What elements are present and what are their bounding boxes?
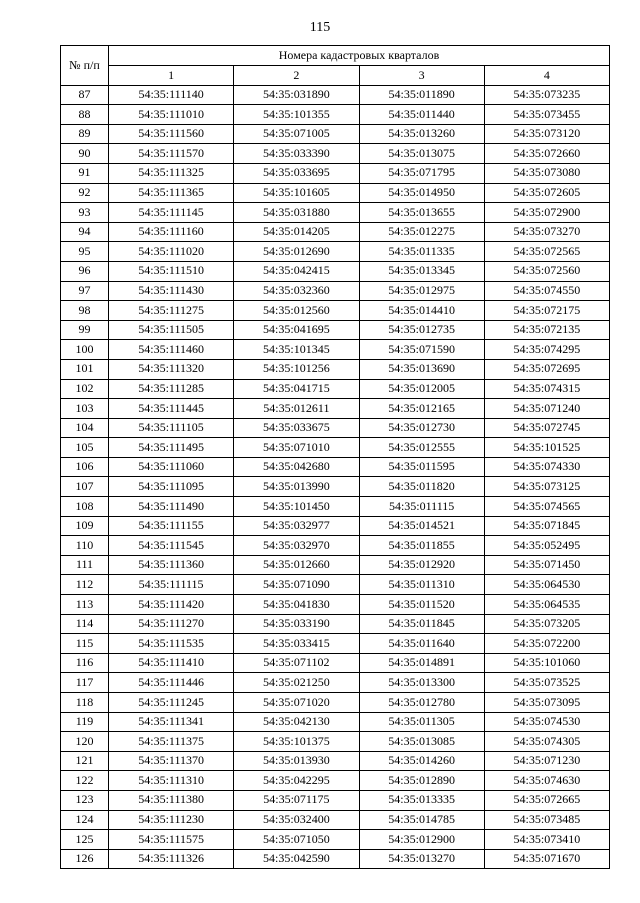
- table-row: [61, 693, 610, 713]
- row-number: 107: [61, 477, 109, 497]
- cadastral-number-cell: 54:35:041830: [234, 595, 359, 615]
- column-header-2: 2: [234, 66, 359, 86]
- cadastral-number-cell: 54:35:101256: [234, 359, 359, 379]
- table-row: [61, 536, 610, 556]
- table-row: [61, 340, 610, 360]
- cadastral-number-cell: 54:35:073095: [484, 693, 609, 713]
- cadastral-number-cell: 54:35:073080: [484, 163, 609, 183]
- cadastral-number-cell: 54:35:101345: [234, 340, 359, 360]
- cadastral-number-cell: 54:35:074330: [484, 457, 609, 477]
- cadastral-number-cell: 54:35:031880: [234, 203, 359, 223]
- cadastral-number-cell: 54:35:074295: [484, 340, 609, 360]
- cadastral-number-cell: 54:35:032360: [234, 281, 359, 301]
- cadastral-number-cell: 54:35:071090: [234, 575, 359, 595]
- row-number: 110: [61, 536, 109, 556]
- row-number: 91: [61, 163, 109, 183]
- cadastral-number-cell: 54:35:111410: [109, 653, 234, 673]
- cadastral-number-cell: 54:35:111325: [109, 163, 234, 183]
- table-row: [61, 810, 610, 830]
- row-number: 125: [61, 830, 109, 850]
- cadastral-number-cell: 54:35:033390: [234, 144, 359, 164]
- row-number: 108: [61, 497, 109, 517]
- cadastral-number-cell: 54:35:101060: [484, 653, 609, 673]
- cadastral-number-cell: 54:35:111535: [109, 634, 234, 654]
- row-number: 100: [61, 340, 109, 360]
- cadastral-number-cell: 54:35:064535: [484, 595, 609, 615]
- table-row: [61, 849, 610, 869]
- cadastral-number-cell: 54:35:013300: [359, 673, 484, 693]
- table-row: [61, 575, 610, 595]
- row-number: 103: [61, 399, 109, 419]
- cadastral-number-cell: 54:35:073485: [484, 810, 609, 830]
- cadastral-number-cell: 54:35:072665: [484, 790, 609, 810]
- cadastral-number-cell: 54:35:041695: [234, 320, 359, 340]
- cadastral-number-cell: 54:35:111230: [109, 810, 234, 830]
- table-row: [61, 281, 610, 301]
- table-row: [61, 673, 610, 693]
- cadastral-number-cell: 54:35:042295: [234, 771, 359, 791]
- cadastral-number-cell: 54:35:073455: [484, 105, 609, 125]
- cadastral-number-cell: 54:35:072200: [484, 634, 609, 654]
- cadastral-number-cell: 54:35:052495: [484, 536, 609, 556]
- cadastral-number-cell: 54:35:064530: [484, 575, 609, 595]
- cadastral-number-cell: 54:35:111320: [109, 359, 234, 379]
- cadastral-number-cell: 54:35:014260: [359, 751, 484, 771]
- cadastral-number-cell: 54:35:111060: [109, 457, 234, 477]
- row-number: 117: [61, 673, 109, 693]
- cadastral-number-cell: 54:35:111275: [109, 301, 234, 321]
- cadastral-number-cell: 54:35:071050: [234, 830, 359, 850]
- cadastral-number-cell: 54:35:042415: [234, 261, 359, 281]
- cadastral-number-cell: 54:35:073525: [484, 673, 609, 693]
- table-row: [61, 85, 610, 105]
- cadastral-number-cell: 54:35:111545: [109, 536, 234, 556]
- table-row: [61, 320, 610, 340]
- cadastral-number-cell: 54:35:111140: [109, 85, 234, 105]
- row-number: 104: [61, 418, 109, 438]
- group-column-header: Номера кадастровых кварталов: [109, 46, 610, 66]
- row-number: 112: [61, 575, 109, 595]
- cadastral-number-cell: 54:35:012890: [359, 771, 484, 791]
- cadastral-number-cell: 54:35:011305: [359, 712, 484, 732]
- table-row: [61, 301, 610, 321]
- table-row: [61, 555, 610, 575]
- cadastral-number-cell: 54:35:071005: [234, 124, 359, 144]
- cadastral-number-cell: 54:35:032400: [234, 810, 359, 830]
- cadastral-number-cell: 54:35:071240: [484, 399, 609, 419]
- cadastral-number-cell: 54:35:014205: [234, 222, 359, 242]
- cadastral-number-cell: 54:35:011310: [359, 575, 484, 595]
- cadastral-number-cell: 54:35:072135: [484, 320, 609, 340]
- cadastral-number-cell: 54:35:012005: [359, 379, 484, 399]
- cadastral-number-cell: 54:35:072175: [484, 301, 609, 321]
- cadastral-number-cell: 54:35:012900: [359, 830, 484, 850]
- cadastral-number-cell: 54:35:111380: [109, 790, 234, 810]
- table-row: [61, 242, 610, 262]
- cadastral-number-cell: 54:35:111510: [109, 261, 234, 281]
- cadastral-number-cell: 54:35:111490: [109, 497, 234, 517]
- cadastral-number-cell: 54:35:012730: [359, 418, 484, 438]
- cadastral-number-cell: 54:35:073410: [484, 830, 609, 850]
- cadastral-number-cell: 54:35:014410: [359, 301, 484, 321]
- table-row: [61, 595, 610, 615]
- table-row: [61, 614, 610, 634]
- column-header-3: 3: [359, 66, 484, 86]
- table-row: [61, 732, 610, 752]
- row-number: 102: [61, 379, 109, 399]
- cadastral-number-cell: 54:35:013930: [234, 751, 359, 771]
- table-row: [61, 399, 610, 419]
- cadastral-number-cell: 54:35:072745: [484, 418, 609, 438]
- cadastral-number-cell: 54:35:071845: [484, 516, 609, 536]
- table-row: [61, 634, 610, 654]
- cadastral-number-cell: 54:35:012611: [234, 399, 359, 419]
- table-row: [61, 359, 610, 379]
- row-number: 122: [61, 771, 109, 791]
- row-number: 118: [61, 693, 109, 713]
- cadastral-number-cell: 54:35:111270: [109, 614, 234, 634]
- cadastral-number-cell: 54:35:012735: [359, 320, 484, 340]
- row-number: 126: [61, 849, 109, 869]
- cadastral-number-cell: 54:35:011640: [359, 634, 484, 654]
- cadastral-number-cell: 54:35:014521: [359, 516, 484, 536]
- cadastral-number-cell: 54:35:012660: [234, 555, 359, 575]
- row-number: 115: [61, 634, 109, 654]
- row-number: 113: [61, 595, 109, 615]
- cadastral-number-cell: 54:35:032970: [234, 536, 359, 556]
- cadastral-number-cell: 54:35:042130: [234, 712, 359, 732]
- cadastral-number-cell: 54:35:111155: [109, 516, 234, 536]
- row-number: 95: [61, 242, 109, 262]
- cadastral-number-cell: 54:35:111446: [109, 673, 234, 693]
- cadastral-number-cell: 54:35:013345: [359, 261, 484, 281]
- cadastral-number-cell: 54:35:012165: [359, 399, 484, 419]
- table-row: [61, 261, 610, 281]
- cadastral-number-cell: 54:35:011595: [359, 457, 484, 477]
- row-number: 87: [61, 85, 109, 105]
- cadastral-number-cell: 54:35:072565: [484, 242, 609, 262]
- row-number: 90: [61, 144, 109, 164]
- cadastral-number-cell: 54:35:013270: [359, 849, 484, 869]
- table-row: [61, 124, 610, 144]
- row-number: 111: [61, 555, 109, 575]
- row-number: 120: [61, 732, 109, 752]
- cadastral-number-cell: 54:35:033675: [234, 418, 359, 438]
- cadastral-number-cell: 54:35:011890: [359, 85, 484, 105]
- cadastral-number-cell: 54:35:011820: [359, 477, 484, 497]
- cadastral-number-cell: 54:35:111495: [109, 438, 234, 458]
- cadastral-number-cell: 54:35:041715: [234, 379, 359, 399]
- cadastral-number-cell: 54:35:071175: [234, 790, 359, 810]
- cadastral-number-cell: 54:35:071020: [234, 693, 359, 713]
- cadastral-number-cell: 54:35:011520: [359, 595, 484, 615]
- table-row: [61, 183, 610, 203]
- table-row: [61, 457, 610, 477]
- cadastral-number-cell: 54:35:072605: [484, 183, 609, 203]
- cadastral-number-cell: 54:35:111575: [109, 830, 234, 850]
- cadastral-number-cell: 54:35:073205: [484, 614, 609, 634]
- cadastral-number-cell: 54:35:071102: [234, 653, 359, 673]
- cadastral-number-cell: 54:35:111460: [109, 340, 234, 360]
- row-number: 119: [61, 712, 109, 732]
- cadastral-number-cell: 54:35:012560: [234, 301, 359, 321]
- row-number: 121: [61, 751, 109, 771]
- cadastral-number-cell: 54:35:074305: [484, 732, 609, 752]
- row-number: 109: [61, 516, 109, 536]
- cadastral-number-cell: 54:35:073125: [484, 477, 609, 497]
- cadastral-number-cell: 54:35:111360: [109, 555, 234, 575]
- cadastral-number-cell: 54:35:111245: [109, 693, 234, 713]
- row-number: 98: [61, 301, 109, 321]
- cadastral-number-cell: 54:35:042590: [234, 849, 359, 869]
- cadastral-number-cell: 54:35:012920: [359, 555, 484, 575]
- cadastral-number-cell: 54:35:072560: [484, 261, 609, 281]
- cadastral-number-cell: 54:35:013690: [359, 359, 484, 379]
- table-row: [61, 144, 610, 164]
- cadastral-number-cell: 54:35:111430: [109, 281, 234, 301]
- row-number: 96: [61, 261, 109, 281]
- cadastral-number-cell: 54:35:012780: [359, 693, 484, 713]
- table-row: [61, 379, 610, 399]
- cadastral-number-cell: 54:35:101375: [234, 732, 359, 752]
- table-row: [61, 516, 610, 536]
- cadastral-number-cell: 54:35:111310: [109, 771, 234, 791]
- row-number: 123: [61, 790, 109, 810]
- table-row: [61, 751, 610, 771]
- cadastral-number-cell: 54:35:012275: [359, 222, 484, 242]
- cadastral-number-cell: 54:35:014950: [359, 183, 484, 203]
- cadastral-number-cell: 54:35:111160: [109, 222, 234, 242]
- row-number: 101: [61, 359, 109, 379]
- row-number: 88: [61, 105, 109, 125]
- column-header-1: 1: [109, 66, 234, 86]
- cadastral-number-cell: 54:35:072695: [484, 359, 609, 379]
- cadastral-number-cell: 54:35:074630: [484, 771, 609, 791]
- cadastral-number-cell: 54:35:073235: [484, 85, 609, 105]
- table-row: [61, 438, 610, 458]
- cadastral-number-cell: 54:35:074315: [484, 379, 609, 399]
- cadastral-number-cell: 54:35:013085: [359, 732, 484, 752]
- cadastral-number-cell: 54:35:033695: [234, 163, 359, 183]
- cadastral-number-cell: 54:35:111105: [109, 418, 234, 438]
- cadastral-number-cell: 54:35:101605: [234, 183, 359, 203]
- cadastral-number-cell: 54:35:111370: [109, 751, 234, 771]
- row-number: 89: [61, 124, 109, 144]
- row-number: 124: [61, 810, 109, 830]
- cadastral-number-cell: 54:35:071590: [359, 340, 484, 360]
- table-row: [61, 222, 610, 242]
- cadastral-number-cell: 54:35:042680: [234, 457, 359, 477]
- cadastral-number-cell: 54:35:074530: [484, 712, 609, 732]
- row-number: 114: [61, 614, 109, 634]
- cadastral-number-cell: 54:35:074550: [484, 281, 609, 301]
- table-row: [61, 105, 610, 125]
- cadastral-number-cell: 54:35:111285: [109, 379, 234, 399]
- cadastral-number-cell: 54:35:071795: [359, 163, 484, 183]
- cadastral-number-cell: 54:35:014891: [359, 653, 484, 673]
- cadastral-number-cell: 54:35:101355: [234, 105, 359, 125]
- cadastral-number-cell: 54:35:111341: [109, 712, 234, 732]
- cadastral-number-cell: 54:35:071450: [484, 555, 609, 575]
- table-row: [61, 712, 610, 732]
- table-body: [61, 85, 610, 869]
- table-row: [61, 497, 610, 517]
- row-number: 93: [61, 203, 109, 223]
- cadastral-number-cell: 54:35:014785: [359, 810, 484, 830]
- cadastral-number-cell: 54:35:111420: [109, 595, 234, 615]
- cadastral-number-cell: 54:35:032977: [234, 516, 359, 536]
- table-header: [61, 46, 610, 86]
- cadastral-table: [60, 45, 610, 869]
- cadastral-number-cell: 54:35:013655: [359, 203, 484, 223]
- cadastral-number-cell: 54:35:072660: [484, 144, 609, 164]
- table-row: [61, 203, 610, 223]
- table-row: [61, 653, 610, 673]
- num-column-header: № п/п: [61, 46, 109, 86]
- cadastral-number-cell: 54:35:111115: [109, 575, 234, 595]
- row-number: 99: [61, 320, 109, 340]
- cadastral-number-cell: 54:35:012690: [234, 242, 359, 262]
- cadastral-number-cell: 54:35:111010: [109, 105, 234, 125]
- cadastral-number-cell: 54:35:074565: [484, 497, 609, 517]
- table-row: [61, 418, 610, 438]
- cadastral-number-cell: 54:35:111095: [109, 477, 234, 497]
- cadastral-number-cell: 54:35:101450: [234, 497, 359, 517]
- row-number: 116: [61, 653, 109, 673]
- cadastral-number-cell: 54:35:111145: [109, 203, 234, 223]
- cadastral-number-cell: 54:35:011335: [359, 242, 484, 262]
- row-number: 94: [61, 222, 109, 242]
- cadastral-number-cell: 54:35:011440: [359, 105, 484, 125]
- cadastral-number-cell: 54:35:033415: [234, 634, 359, 654]
- cadastral-number-cell: 54:35:111505: [109, 320, 234, 340]
- table-row: [61, 790, 610, 810]
- cadastral-number-cell: 54:35:111560: [109, 124, 234, 144]
- cadastral-number-cell: 54:35:111445: [109, 399, 234, 419]
- cadastral-number-cell: 54:35:071230: [484, 751, 609, 771]
- cadastral-number-cell: 54:35:012555: [359, 438, 484, 458]
- cadastral-number-cell: 54:35:013335: [359, 790, 484, 810]
- cadastral-number-cell: 54:35:072900: [484, 203, 609, 223]
- cadastral-number-cell: 54:35:012975: [359, 281, 484, 301]
- cadastral-number-cell: 54:35:031890: [234, 85, 359, 105]
- cadastral-number-cell: 54:35:111365: [109, 183, 234, 203]
- row-number: 97: [61, 281, 109, 301]
- cadastral-number-cell: 54:35:111326: [109, 849, 234, 869]
- cadastral-number-cell: 54:35:011855: [359, 536, 484, 556]
- cadastral-number-cell: 54:35:013990: [234, 477, 359, 497]
- cadastral-number-cell: 54:35:011845: [359, 614, 484, 634]
- cadastral-number-cell: 54:35:013260: [359, 124, 484, 144]
- cadastral-number-cell: 54:35:011115: [359, 497, 484, 517]
- table-row: [61, 163, 610, 183]
- table-row: [61, 477, 610, 497]
- row-number: 92: [61, 183, 109, 203]
- column-header-4: 4: [484, 66, 609, 86]
- cadastral-number-cell: 54:35:111570: [109, 144, 234, 164]
- table-row: [61, 771, 610, 791]
- table-row: [61, 830, 610, 850]
- cadastral-number-cell: 54:35:101525: [484, 438, 609, 458]
- row-number: 106: [61, 457, 109, 477]
- page-number: 115: [309, 20, 331, 35]
- cadastral-number-cell: 54:35:033190: [234, 614, 359, 634]
- cadastral-number-cell: 54:35:111375: [109, 732, 234, 752]
- cadastral-number-cell: 54:35:073270: [484, 222, 609, 242]
- cadastral-number-cell: 54:35:021250: [234, 673, 359, 693]
- cadastral-number-cell: 54:35:071670: [484, 849, 609, 869]
- cadastral-number-cell: 54:35:071010: [234, 438, 359, 458]
- cadastral-number-cell: 54:35:073120: [484, 124, 609, 144]
- cadastral-number-cell: 54:35:013075: [359, 144, 484, 164]
- cadastral-number-cell: 54:35:111020: [109, 242, 234, 262]
- row-number: 105: [61, 438, 109, 458]
